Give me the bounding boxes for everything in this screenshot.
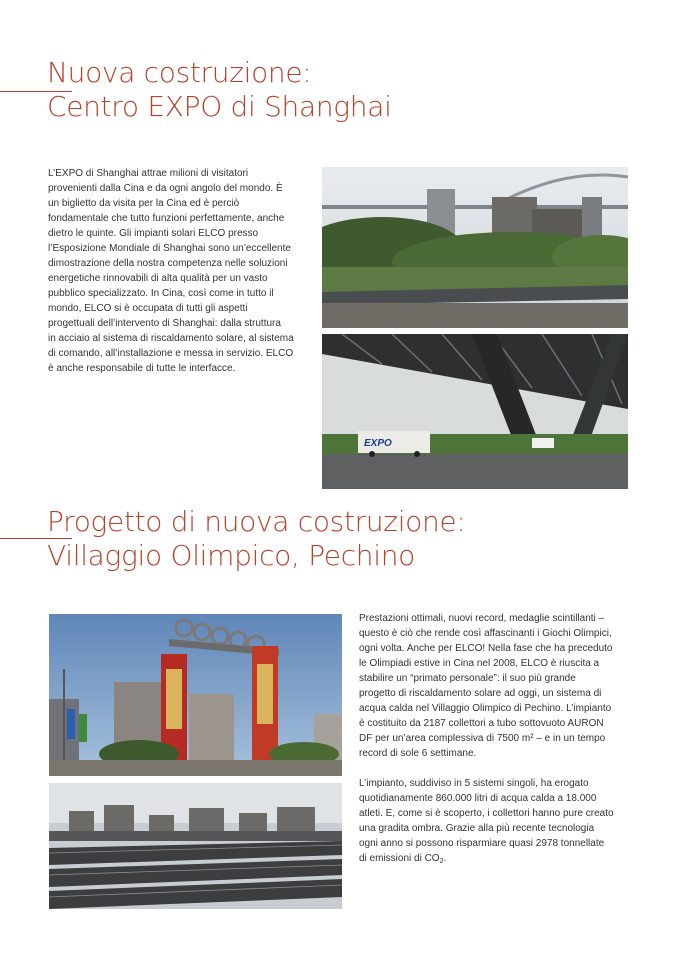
section1-paragraph-line: l’Esposizione Mondiale di Shanghai sono un’eccellente [48,243,291,254]
section2-paragraph [359,611,614,866]
section1-paragraph-line: energetiche rinnovabili di alta qualità per un vasto [48,273,268,284]
section2-title-line1: Progetto di nuova costruzione: [47,505,466,538]
photo-shanghai-skyline [322,167,628,328]
section1-paragraph-line: L’EXPO di Shanghai attrae milioni di visitatori [48,168,249,179]
co2-suffix: . [443,853,447,864]
section2-paragraph1-line: è costituito da 2187 collettori a tubo sottovuoto AURON [359,718,604,729]
section2-paragraph1-line: questo è ciò che rende così affascinanti i Giochi Olimpici, [359,628,612,639]
section2-paragraph1-line: le Olimpiadi estive in Cina nel 2008, ELCO è riuscita a [359,658,600,669]
section2-title [47,505,466,573]
section1-paragraph-line: pubblico specializzato. In Cina, così come in tutto il [48,288,274,299]
section2-paragraph2-line [359,851,614,866]
section2-paragraph1-line: stabilire un “primato personale”: il suo più grande [359,673,576,684]
section2-paragraph2-line: atleti. E, come si è scoperto, i collettori hanno pure creato [359,808,614,819]
section1-paragraph-line: mondo, ELCO si è occupata di tutti gli aspetti [48,303,248,314]
section1-paragraph-line: in acciaio al sistema di riscaldamento solare, al sistema [48,333,294,344]
section2-paragraph1-line: progetto di riscaldamento solare ad oggi, un sistema di [359,688,602,699]
section1-title [47,56,392,124]
section1-title-line1: Nuova costruzione: [47,56,312,89]
co2-prefix: di emissioni di CO [359,853,440,864]
section1-paragraph-line: dimostrazione della nostra competenza nelle soluzioni [48,258,288,269]
section2-paragraph1-line: record di sole 6 settimane. [359,748,477,759]
section2-paragraph2-line: quotidianamente 860.000 litri di acqua calda a 18.000 [359,793,597,804]
section1-paragraph-line: è anche responsabile di tutte le interfacce. [48,363,236,374]
section1-paragraph-line: dietro le quinte. Gli impianti solari ELCO presso [48,228,259,239]
section2-paragraph2-line: L’impianto, suddiviso in 5 sistemi singoli, ha erogato [359,778,589,789]
truck-expo-text: EXPO [364,438,392,449]
photo-solar-canopy [322,334,628,489]
paragraph-gap [359,761,614,776]
section2-paragraph2-line: una gradita ombra. Grazie alla più recente tecnologia [359,823,595,834]
section2-paragraph1-line: ogni volta. Anche per ELCO! Nella fase che ha preceduto [359,643,613,654]
section1-paragraph-line: fondamentale che tutto funzioni perfettamente, anche [48,213,285,224]
co2-subscript: 2 [439,858,444,865]
section2-paragraph2-line: ogni anno si possono risparmiare quasi 2978 tonnellate [359,838,605,849]
section1-paragraph [48,166,294,376]
section1-paragraph-line: progettuali dell’intervento di Shanghai: dalla struttura [48,318,281,329]
photo-solar-rooftop [49,783,342,909]
section2-paragraph1-line: acqua calda nel Villaggio Olimpico di Pechino. L’impianto [359,703,612,714]
section2-paragraph1-line: Prestazioni ottimali, nuovi record, medaglie scintillanti – [359,613,605,624]
section1-paragraph-line: di comando, all’installazione e messa in servizio. ELCO [48,348,294,359]
section2-paragraph1-line: DF per un’area complessiva di 7500 m² – e in un tempo [359,733,606,744]
section1-title-line2: Centro EXPO di Shanghai [47,90,392,123]
photo-olympic-gate [49,614,342,776]
section2-title-line2: Villaggio Olimpico, Pechino [47,539,416,572]
section1-paragraph-line: provenienti dalla Cina e da ogni angolo del mondo. È [48,183,283,194]
section1-paragraph-line: un biglietto da visita per la Cina ed è perciò [48,198,240,209]
